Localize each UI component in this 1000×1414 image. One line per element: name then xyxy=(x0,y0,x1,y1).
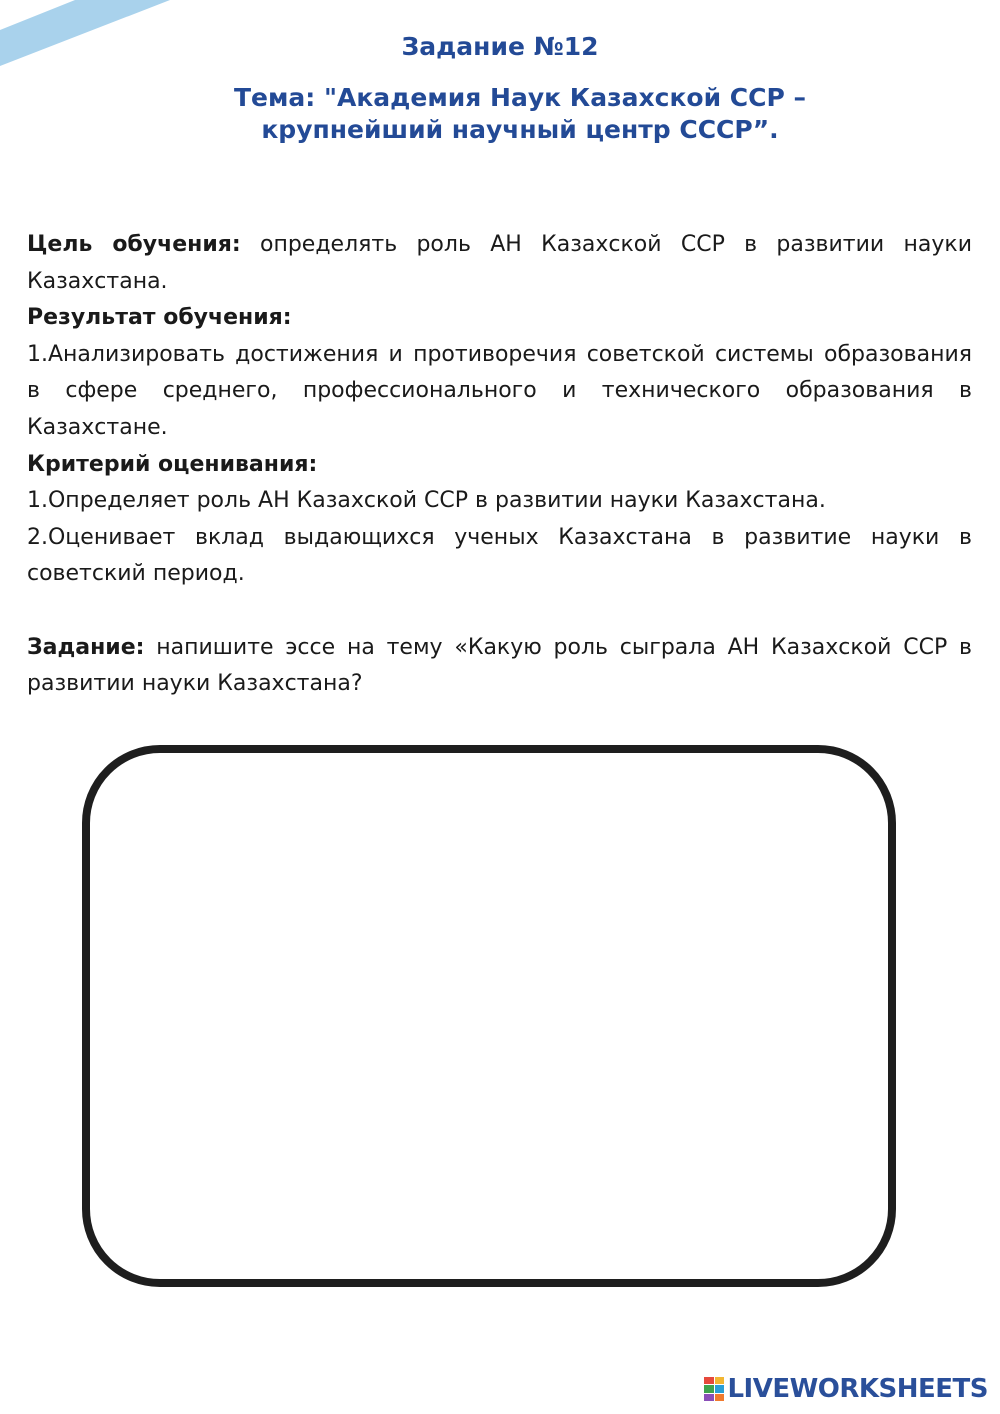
spacer xyxy=(27,593,972,630)
liveworksheets-logo-text: LIVEWORKSHEETS xyxy=(727,1374,988,1404)
task-label: Задание: xyxy=(27,634,145,660)
topic-heading xyxy=(200,82,840,146)
liveworksheets-logo-icon xyxy=(704,1377,724,1401)
goal-label: Цель обучения: xyxy=(27,232,241,257)
topic-line-2: крупнейший научный центр СССР”. xyxy=(261,115,779,144)
task-text: напишите эссе на тему «Какую роль сыграла АН Казахской ССР в развитии науки Казахстана? xyxy=(27,634,972,697)
essay-answer-box[interactable] xyxy=(82,745,896,1287)
task-paragraph xyxy=(27,630,972,703)
criteria-item-1: 1.Определяет роль АН Казахской ССР в развитии науки Казахстана. xyxy=(27,488,826,514)
page-title: Задание №12 xyxy=(401,32,599,61)
worksheet-content xyxy=(27,227,972,703)
result-label: Результат обучения: xyxy=(27,305,292,331)
liveworksheets-logo xyxy=(704,1374,988,1404)
topic-line-1: Тема: "Академия Наук Казахской ССР – xyxy=(233,83,807,112)
result-item-1: 1.Анализировать достижения и противоречия советской системы образования в сфере среднего, профессионального и технического образования в Казахстане. xyxy=(27,341,972,440)
goal-paragraph xyxy=(27,227,972,300)
goal-text: определять роль АН Казахской ССР в развитии науки Казахстана. xyxy=(27,232,972,294)
criteria-item-2: 2.Оценивает вклад выдающихся ученых Казахстана в развитие науки в советский период. xyxy=(27,524,972,587)
criteria-label: Критерий оценивания: xyxy=(27,451,318,477)
